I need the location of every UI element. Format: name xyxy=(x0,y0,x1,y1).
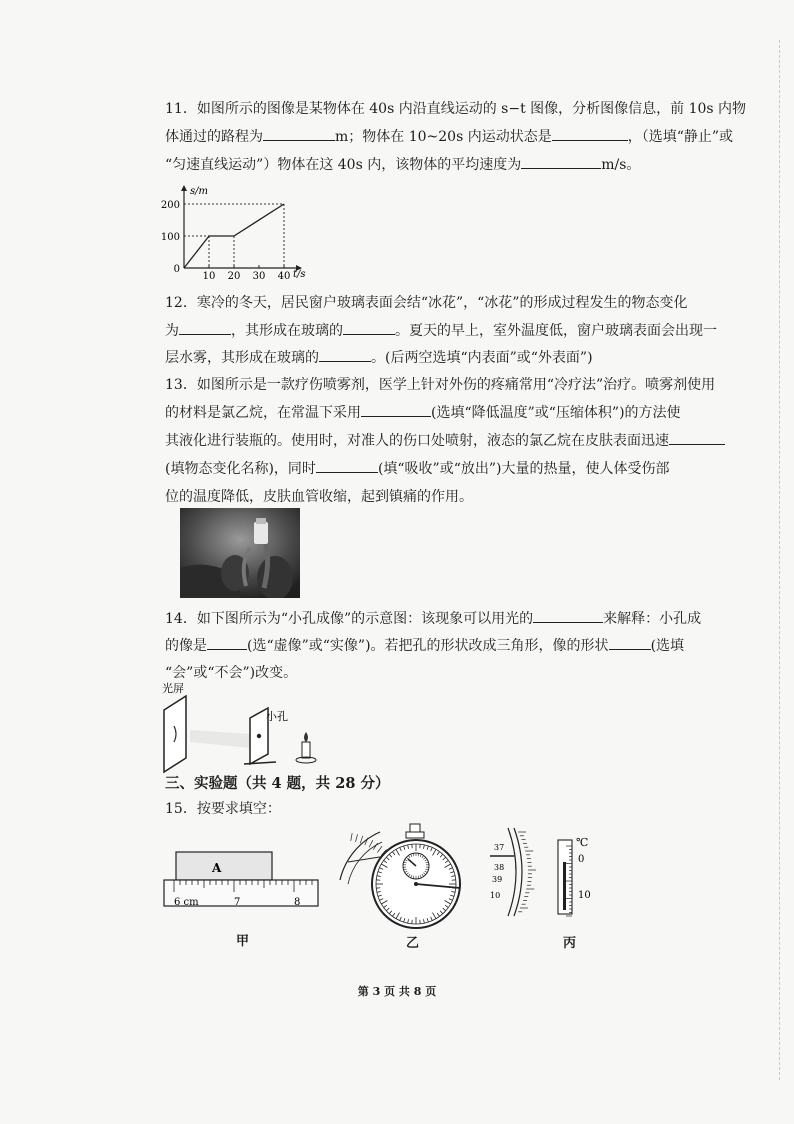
spray-can xyxy=(254,522,268,544)
thermometer-figure xyxy=(550,832,610,924)
screen-label: 光屏 xyxy=(162,682,184,695)
clinical-tick-label: 10 xyxy=(490,891,501,900)
q13-line5: 位的温度降低，皮肤血管收缩，起到镇痛的作用。 xyxy=(165,489,473,505)
answer-blank[interactable] xyxy=(361,401,431,417)
q13-text: 其液化进行装瓶的。使用时，对准人的伤口处喷射，液态的氯乙烷在皮肤表面迅速 xyxy=(165,433,669,449)
x-tick-label: 20 xyxy=(227,271,241,282)
q11-line1: 11．如图所示的图像是某物体在 40s 内沿直线运动的 s−t 图像，分析图像信息，前 10s 内物 xyxy=(165,101,747,117)
thermometer-tick-label: 10 xyxy=(578,890,591,901)
figure-caption-jia: 甲 xyxy=(236,934,250,949)
x-axis-label: t/s xyxy=(293,269,306,280)
hole-label: 小孔 xyxy=(266,710,288,723)
dial-arc-tick xyxy=(369,840,373,847)
answer-blank[interactable] xyxy=(552,125,628,141)
candle xyxy=(302,742,310,758)
light-screen xyxy=(164,696,186,772)
q12-text: 。(后两空选填“内表面”或“外表面”) xyxy=(371,350,593,366)
q13-text: (填“吸收”或“放出”)大量的热量，使人体受伤部 xyxy=(377,461,670,477)
spray-photo xyxy=(180,508,300,598)
q14-text: 来解释：小孔成 xyxy=(603,611,702,627)
q11-text: m；物体在 10~20s 内运动状态是 xyxy=(335,129,552,145)
answer-blank[interactable] xyxy=(207,634,247,650)
q11-text: 体通过的路程为 xyxy=(165,129,263,145)
q14-line1 xyxy=(165,606,735,633)
distance-time-line xyxy=(184,204,284,268)
answer-blank[interactable] xyxy=(179,319,231,335)
x-tick-label: 10 xyxy=(202,271,216,282)
block-label: A xyxy=(212,861,222,875)
answer-blank[interactable] xyxy=(263,125,335,141)
dial-arc-tick xyxy=(377,846,382,852)
q12-text: 层水雾，其形成在玻璃的 xyxy=(165,350,319,366)
q13-text: (填物态变化名称)，同时 xyxy=(165,461,316,477)
stopwatch-figure xyxy=(332,822,482,940)
q14-line2 xyxy=(165,633,735,660)
dial-arc-tick xyxy=(356,834,358,842)
answer-blank[interactable] xyxy=(609,634,651,650)
q13-text: 的材料是氯乙烷，在常温下采用 xyxy=(165,405,361,421)
q13-line3 xyxy=(165,428,735,455)
ruler-tick-label: 8 xyxy=(294,897,301,908)
s-t-graph xyxy=(160,182,310,282)
q11-text: ，（选填“静止”或 xyxy=(627,129,734,145)
answer-blank[interactable] xyxy=(316,457,378,473)
answer-blank[interactable] xyxy=(669,429,725,445)
x-tick-label: 30 xyxy=(252,271,266,282)
answer-blank[interactable] xyxy=(521,153,601,169)
q12-line2 xyxy=(165,318,735,345)
y-tick-label: 200 xyxy=(160,200,180,211)
y-tick-label: 0 xyxy=(173,264,180,275)
clinical-tick-label: 37 xyxy=(494,843,505,852)
scan-edge xyxy=(777,40,780,1080)
y-axis-label: s/m xyxy=(190,186,208,197)
q14-text: (选“虚像”或“实像”)。若把孔的形状改成三角形，像的形状 xyxy=(247,638,609,654)
q14-text: 14．如下图所示为“小孔成像”的示意图：该现象可以用光的 xyxy=(165,611,534,627)
y-tick-label: 100 xyxy=(160,232,180,243)
y-axis-arrow xyxy=(181,185,187,191)
dial-arc-tick xyxy=(360,836,363,844)
q11-line2 xyxy=(165,124,735,151)
thermometer-unit: ℃ xyxy=(576,836,589,849)
dial-arc-tick xyxy=(351,833,352,841)
q15-title: 15．按要求填空： xyxy=(165,801,281,817)
answer-blank[interactable] xyxy=(319,346,371,362)
figure-caption-bing: 丙 xyxy=(563,936,577,951)
clinical-tick-label: 38 xyxy=(494,863,505,872)
page-footer: 第 3 页 共 8 页 xyxy=(357,985,437,998)
q14-line3: “会”或“不会”)改变。 xyxy=(165,665,298,681)
thermometer-tick-label: 0 xyxy=(578,854,585,865)
thermometer-liquid xyxy=(563,862,566,910)
q12-text: 。夏天的早上，室外温度低，窗户玻璃表面会出现一 xyxy=(395,323,717,339)
candle-flame xyxy=(304,732,308,742)
figure-caption-yi: 乙 xyxy=(406,936,420,951)
x-tick-label: 40 xyxy=(277,271,291,282)
clinical-thermometer xyxy=(480,824,536,920)
q12-text: 为 xyxy=(165,323,179,339)
q12-line1: 12．寒冷的冬天，居民窗户玻璃表面会结“冰花”，“冰花”的形成过程发生的物态变化 xyxy=(165,295,688,311)
q11-text: m/s。 xyxy=(601,157,641,173)
q13-line4 xyxy=(165,456,735,483)
stopwatch-crown xyxy=(410,824,420,832)
q13-text: (选填“降低温度”或“压缩体积”)的方法使 xyxy=(431,405,681,421)
q12-text: ，其形成在玻璃的 xyxy=(231,323,343,339)
ruler-tick-label: 7 xyxy=(234,897,241,908)
answer-blank[interactable] xyxy=(343,319,395,335)
block-a xyxy=(176,852,272,880)
q11-text: “匀速直线运动”）物体在这 40s 内，该物体的平均速度为 xyxy=(165,157,522,173)
ruler-tick-label: 6 cm xyxy=(174,897,199,908)
clinical-tick-label: 39 xyxy=(492,875,503,884)
pinhole-diagram xyxy=(150,682,330,774)
q11-line3 xyxy=(165,152,735,179)
q14-text: 的像是 xyxy=(165,638,207,654)
pinhole xyxy=(257,734,261,738)
section-title: 三、实验题（共 4 题，共 28 分） xyxy=(165,775,390,792)
q13-line2 xyxy=(165,400,735,427)
q12-line3 xyxy=(165,345,735,372)
q14-text: (选填 xyxy=(650,638,685,654)
answer-blank[interactable] xyxy=(533,607,603,623)
q13-line1: 13．如图所示是一款疗伤喷雾剂，医学上针对外伤的疼痛常用“冷疗法”治疗。喷雾剂使用 xyxy=(165,377,716,393)
ruler-figure xyxy=(160,846,324,916)
